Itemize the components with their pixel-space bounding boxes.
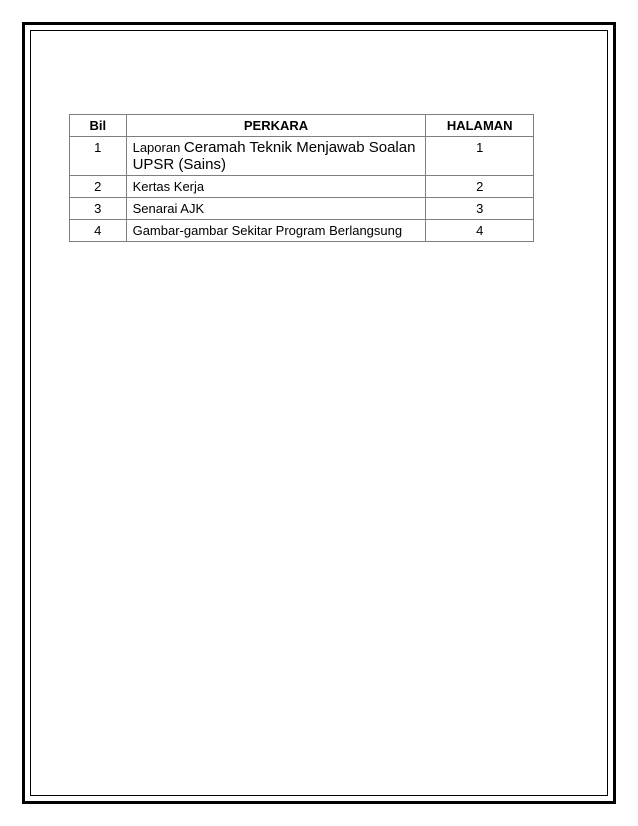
- table-row: [70, 176, 534, 198]
- header-bil: Bil: [70, 115, 127, 137]
- row-page: 2: [426, 176, 534, 198]
- row-page: 4: [426, 220, 534, 242]
- row-item-text: Ceramah Teknik Menjawab Soalan UPSR (Sains): [132, 139, 416, 173]
- row-item: [126, 137, 426, 176]
- header-halaman: HALAMAN: [426, 115, 534, 137]
- table-header-row: [70, 115, 534, 137]
- contents-table: [69, 114, 534, 242]
- row-page: 3: [426, 198, 534, 220]
- table-row: [70, 220, 534, 242]
- row-item: Kertas Kerja: [126, 176, 426, 198]
- row-item-prefix: Laporan: [132, 140, 184, 155]
- table-row: [70, 198, 534, 220]
- row-number: 2: [70, 176, 127, 198]
- header-perkara: PERKARA: [126, 115, 426, 137]
- row-page: 1: [426, 137, 534, 176]
- row-item: Gambar-gambar Sekitar Program Berlangsung: [126, 220, 426, 242]
- row-number: 3: [70, 198, 127, 220]
- row-number: 4: [70, 220, 127, 242]
- row-item: Senarai AJK: [126, 198, 426, 220]
- table-row: [70, 137, 534, 176]
- row-number: 1: [70, 137, 127, 176]
